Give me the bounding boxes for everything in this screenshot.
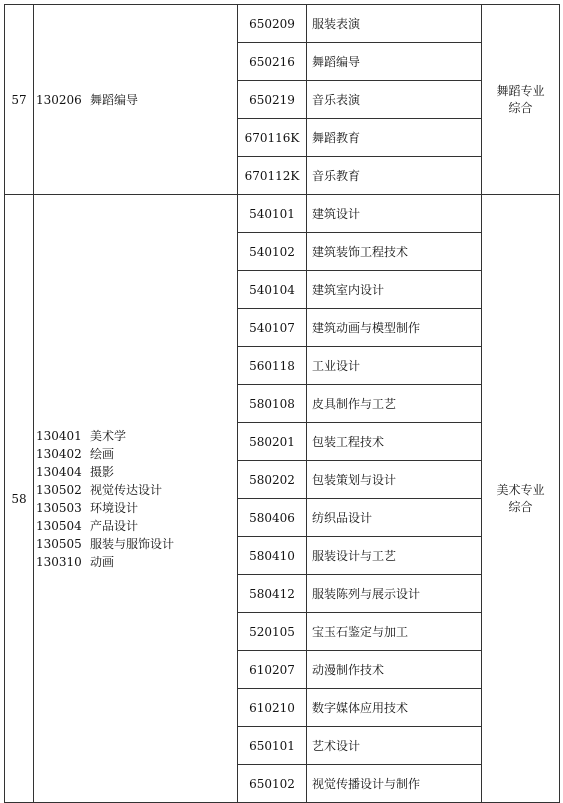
exam-subject-line1: 舞蹈专业: [496, 83, 545, 98]
undergrad-code: 130206: [36, 92, 82, 107]
major-code: 540107: [238, 309, 307, 347]
major-code: 560118: [238, 347, 307, 385]
undergrad-name: 美术学: [90, 428, 127, 443]
major-name: 纺织品设计: [307, 499, 482, 537]
major-name: 建筑设计: [307, 195, 482, 233]
major-code: 580108: [238, 385, 307, 423]
major-name: 包装策划与设计: [307, 461, 482, 499]
major-code: 610210: [238, 689, 307, 727]
undergrad-code: 130505: [36, 536, 82, 551]
exam-subject-cell: [482, 5, 560, 195]
undergrad-code: 130504: [36, 518, 82, 533]
undergrad-name: 绘画: [90, 446, 115, 461]
major-name: 音乐教育: [307, 157, 482, 195]
table-row: [5, 5, 560, 43]
major-code: 540101: [238, 195, 307, 233]
undergrad-name: 服装与服饰设计: [90, 536, 175, 551]
undergrad-major: [36, 91, 237, 109]
major-code: 650101: [238, 727, 307, 765]
undergrad-majors-cell: [34, 195, 238, 803]
major-code: 580410: [238, 537, 307, 575]
major-code: 670112K: [238, 157, 307, 195]
major-name: 宝玉石鉴定与加工: [307, 613, 482, 651]
major-name: 舞蹈编导: [307, 43, 482, 81]
major-name: 工业设计: [307, 347, 482, 385]
table-row: [5, 195, 560, 233]
row-number: 57: [5, 5, 34, 195]
major-name: 舞蹈教育: [307, 119, 482, 157]
major-code: 580201: [238, 423, 307, 461]
undergrad-major: [36, 499, 237, 517]
major-name: 服装陈列与展示设计: [307, 575, 482, 613]
undergrad-major: [36, 481, 237, 499]
major-code: 650102: [238, 765, 307, 803]
undergrad-code: 130502: [36, 482, 82, 497]
undergrad-name: 动画: [90, 554, 115, 569]
major-name: 服装表演: [307, 5, 482, 43]
undergrad-code: 130310: [36, 554, 82, 569]
major-code: 540102: [238, 233, 307, 271]
major-name: 动漫制作技术: [307, 651, 482, 689]
undergrad-major: [36, 535, 237, 553]
undergrad-major: [36, 427, 237, 445]
major-code: 670116K: [238, 119, 307, 157]
major-name: 建筑动画与模型制作: [307, 309, 482, 347]
undergrad-code: 130402: [36, 446, 82, 461]
major-mapping-table: [4, 4, 560, 803]
undergrad-code: 130404: [36, 464, 82, 479]
undergrad-major: [36, 553, 237, 571]
exam-subject-cell: [482, 195, 560, 803]
undergrad-majors-cell: [34, 5, 238, 195]
major-code: 580412: [238, 575, 307, 613]
major-code: 580406: [238, 499, 307, 537]
major-name: 包装工程技术: [307, 423, 482, 461]
undergrad-name: 产品设计: [90, 518, 139, 533]
major-code: 580202: [238, 461, 307, 499]
exam-subject-line2: 综合: [508, 100, 533, 115]
exam-subject-line1: 美术专业: [496, 482, 545, 497]
undergrad-major: [36, 517, 237, 535]
major-code: 650216: [238, 43, 307, 81]
undergrad-name: 摄影: [90, 464, 115, 479]
major-name: 建筑室内设计: [307, 271, 482, 309]
major-name: 视觉传播设计与制作: [307, 765, 482, 803]
major-code: 610207: [238, 651, 307, 689]
exam-subject-line2: 综合: [508, 499, 533, 514]
major-name: 建筑装饰工程技术: [307, 233, 482, 271]
major-name: 音乐表演: [307, 81, 482, 119]
major-code: 650219: [238, 81, 307, 119]
row-number: 58: [5, 195, 34, 803]
undergrad-name: 舞蹈编导: [90, 92, 139, 107]
major-name: 数字媒体应用技术: [307, 689, 482, 727]
major-name: 艺术设计: [307, 727, 482, 765]
major-name: 皮具制作与工艺: [307, 385, 482, 423]
major-code: 650209: [238, 5, 307, 43]
undergrad-name: 环境设计: [90, 500, 139, 515]
undergrad-code: 130503: [36, 500, 82, 515]
major-code: 520105: [238, 613, 307, 651]
major-code: 540104: [238, 271, 307, 309]
undergrad-major: [36, 463, 237, 481]
undergrad-code: 130401: [36, 428, 82, 443]
major-name: 服装设计与工艺: [307, 537, 482, 575]
undergrad-major: [36, 445, 237, 463]
undergrad-name: 视觉传达设计: [90, 482, 163, 497]
